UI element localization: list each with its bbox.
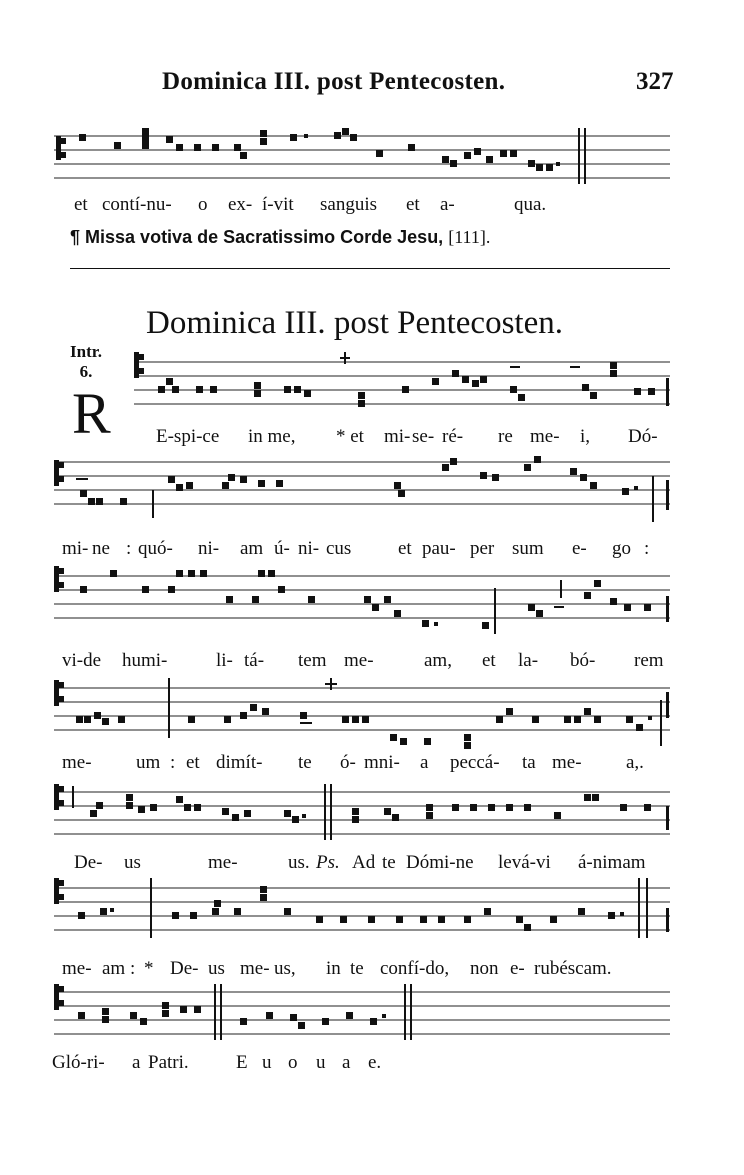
lyric-word: Dó- — [628, 426, 658, 447]
lyric-word: re — [498, 426, 513, 447]
lyric-word: quó- — [138, 538, 173, 559]
music-staff-6 — [54, 784, 670, 846]
lyric-word: á-nimam — [578, 852, 646, 873]
music-staff-7 — [54, 878, 670, 944]
lyric-word: am — [102, 958, 126, 979]
staff-lines — [54, 678, 670, 752]
lyric-word: me- — [344, 650, 374, 671]
lyric-word: sum — [512, 538, 544, 559]
lyric-word: li- — [216, 650, 233, 671]
lyric-word: ó- — [340, 752, 356, 773]
lyric-word: us — [124, 852, 141, 873]
lyric-word: ta — [522, 752, 536, 773]
lyric-word: E-spi-ce — [156, 426, 220, 447]
lyric-word: Ad — [352, 852, 376, 873]
lyric-word: ni- — [198, 538, 220, 559]
neumes — [54, 878, 669, 938]
rubric-text: Missa votiva de Sacratissimo Corde Jesu, — [85, 227, 444, 247]
lyric-word: et — [406, 194, 420, 215]
running-head: Dominica III. post Pentecosten. — [162, 68, 506, 95]
neumes — [54, 678, 669, 749]
lyric-word: um — [136, 752, 161, 773]
lyric-word: : — [126, 538, 132, 559]
lyric-word: rem — [634, 650, 664, 671]
lyric-word: u — [262, 1052, 272, 1073]
lyric-word: me- — [552, 752, 582, 773]
lyric-word: tem — [298, 650, 327, 671]
lyric-word: i, — [580, 426, 591, 447]
neumes — [54, 456, 669, 522]
lyric-word: non — [470, 958, 499, 979]
staff-lines — [54, 452, 670, 526]
lyric-word: e- — [510, 958, 525, 979]
lyric-word: me- — [62, 958, 92, 979]
lyric-word: us. — [288, 852, 310, 873]
lyric-word: te — [350, 958, 364, 979]
lyric-word: pau- — [422, 538, 456, 559]
lyric-word: sanguis — [320, 194, 377, 215]
lyric-word: te — [298, 752, 312, 773]
lyric-word: vi-de — [62, 650, 102, 671]
lyric-word: et — [398, 538, 412, 559]
lyric-word: mi- — [384, 426, 411, 447]
lyric-word: Gló-ri- — [52, 1052, 105, 1073]
lyric-word: te — [382, 852, 396, 873]
introit-label: Intr. 6. — [70, 342, 102, 381]
lyric-word: et — [74, 194, 88, 215]
lyric-word: ni- — [298, 538, 320, 559]
staff-lines — [54, 878, 670, 944]
music-staff-4 — [54, 566, 670, 642]
lyric-word: per — [470, 538, 495, 559]
lyric-word: mni- — [364, 752, 400, 773]
staff-lines — [54, 984, 670, 1044]
lyric-word: e- — [572, 538, 587, 559]
lyric-word: confí-do, — [380, 958, 450, 979]
lyric-word: me- — [208, 852, 238, 873]
lyric-word: Dómi-ne — [406, 852, 474, 873]
pilcrow-icon: ¶ — [70, 227, 81, 247]
psalm-marker: Ps. — [316, 852, 340, 873]
neumes — [134, 352, 669, 407]
lyric-word: us — [208, 958, 225, 979]
lyric-word: * et — [336, 426, 364, 447]
lyric-word: et — [482, 650, 496, 671]
lyric-word: Patri. — [148, 1052, 189, 1073]
lyric-word: peccá- — [450, 752, 500, 773]
lyric-word: De- — [170, 958, 199, 979]
lyric-word: levá-vi — [498, 852, 551, 873]
music-staff-2 — [134, 352, 670, 414]
lyric-word: a — [420, 752, 429, 773]
lyric-word: in — [326, 958, 341, 979]
lyric-word: a — [342, 1052, 351, 1073]
lyric-word: ne — [92, 538, 110, 559]
lyric-word: u — [316, 1052, 326, 1073]
music-staff-3 — [54, 452, 670, 526]
lyric-word: qua. — [514, 194, 547, 215]
lyric-word: e. — [368, 1052, 382, 1073]
lyric-word: ré- — [442, 426, 464, 447]
lyric-word: a — [132, 1052, 141, 1073]
lyric-word: a,. — [626, 752, 644, 773]
lyric-word: ex- — [228, 194, 253, 215]
lyric-word: ú- — [274, 538, 290, 559]
lyric-word: De- — [74, 852, 103, 873]
initial-letter: R — [72, 381, 111, 446]
staff-lines — [134, 352, 670, 414]
lyric-word: me- — [530, 426, 560, 447]
lyric-word: a- — [440, 194, 455, 215]
music-staff-5 — [54, 678, 670, 752]
lyric-word: in me, — [248, 426, 296, 447]
lyric-word: cus — [326, 538, 352, 559]
lyric-word: * — [144, 958, 154, 979]
lyric-word: rubéscam. — [534, 958, 612, 979]
lyric-word: bó- — [570, 650, 596, 671]
mass-title: Dominica III. post Pentecosten. — [146, 305, 563, 341]
lyric-word: me- — [62, 752, 92, 773]
lyric-word: contí-nu- — [102, 194, 172, 215]
music-staff-1 — [54, 128, 670, 188]
lyric-word: : — [170, 752, 176, 773]
lyric-word: mi- — [62, 538, 89, 559]
lyric-word: go — [612, 538, 631, 559]
lyric-word: am — [240, 538, 264, 559]
lyric-word: humi- — [122, 650, 168, 671]
lyric-word: o — [198, 194, 208, 215]
lyric-word: o — [288, 1052, 298, 1073]
page-number: 327 — [636, 68, 674, 95]
lyric-word: í-vit — [262, 194, 294, 215]
music-staff-8 — [54, 984, 670, 1044]
lyric-word: me- — [240, 958, 270, 979]
lyric-word: : — [130, 958, 136, 979]
staff-lines — [54, 566, 670, 642]
rubric-reference[interactable]: [111]. — [448, 227, 491, 247]
lyric-word: se- — [412, 426, 435, 447]
lyric-word: : — [644, 538, 650, 559]
staff-lines — [54, 128, 670, 188]
staff-lines — [54, 784, 670, 846]
lyric-word: dimít- — [216, 752, 263, 773]
section-divider — [70, 268, 670, 269]
lyric-word: et — [186, 752, 200, 773]
rubric-note — [70, 227, 490, 248]
lyric-word: E — [236, 1052, 248, 1073]
lyric-word: am, — [424, 650, 452, 671]
lyric-word: us, — [274, 958, 296, 979]
lyric-word: la- — [518, 650, 539, 671]
lyric-word: tá- — [244, 650, 265, 671]
